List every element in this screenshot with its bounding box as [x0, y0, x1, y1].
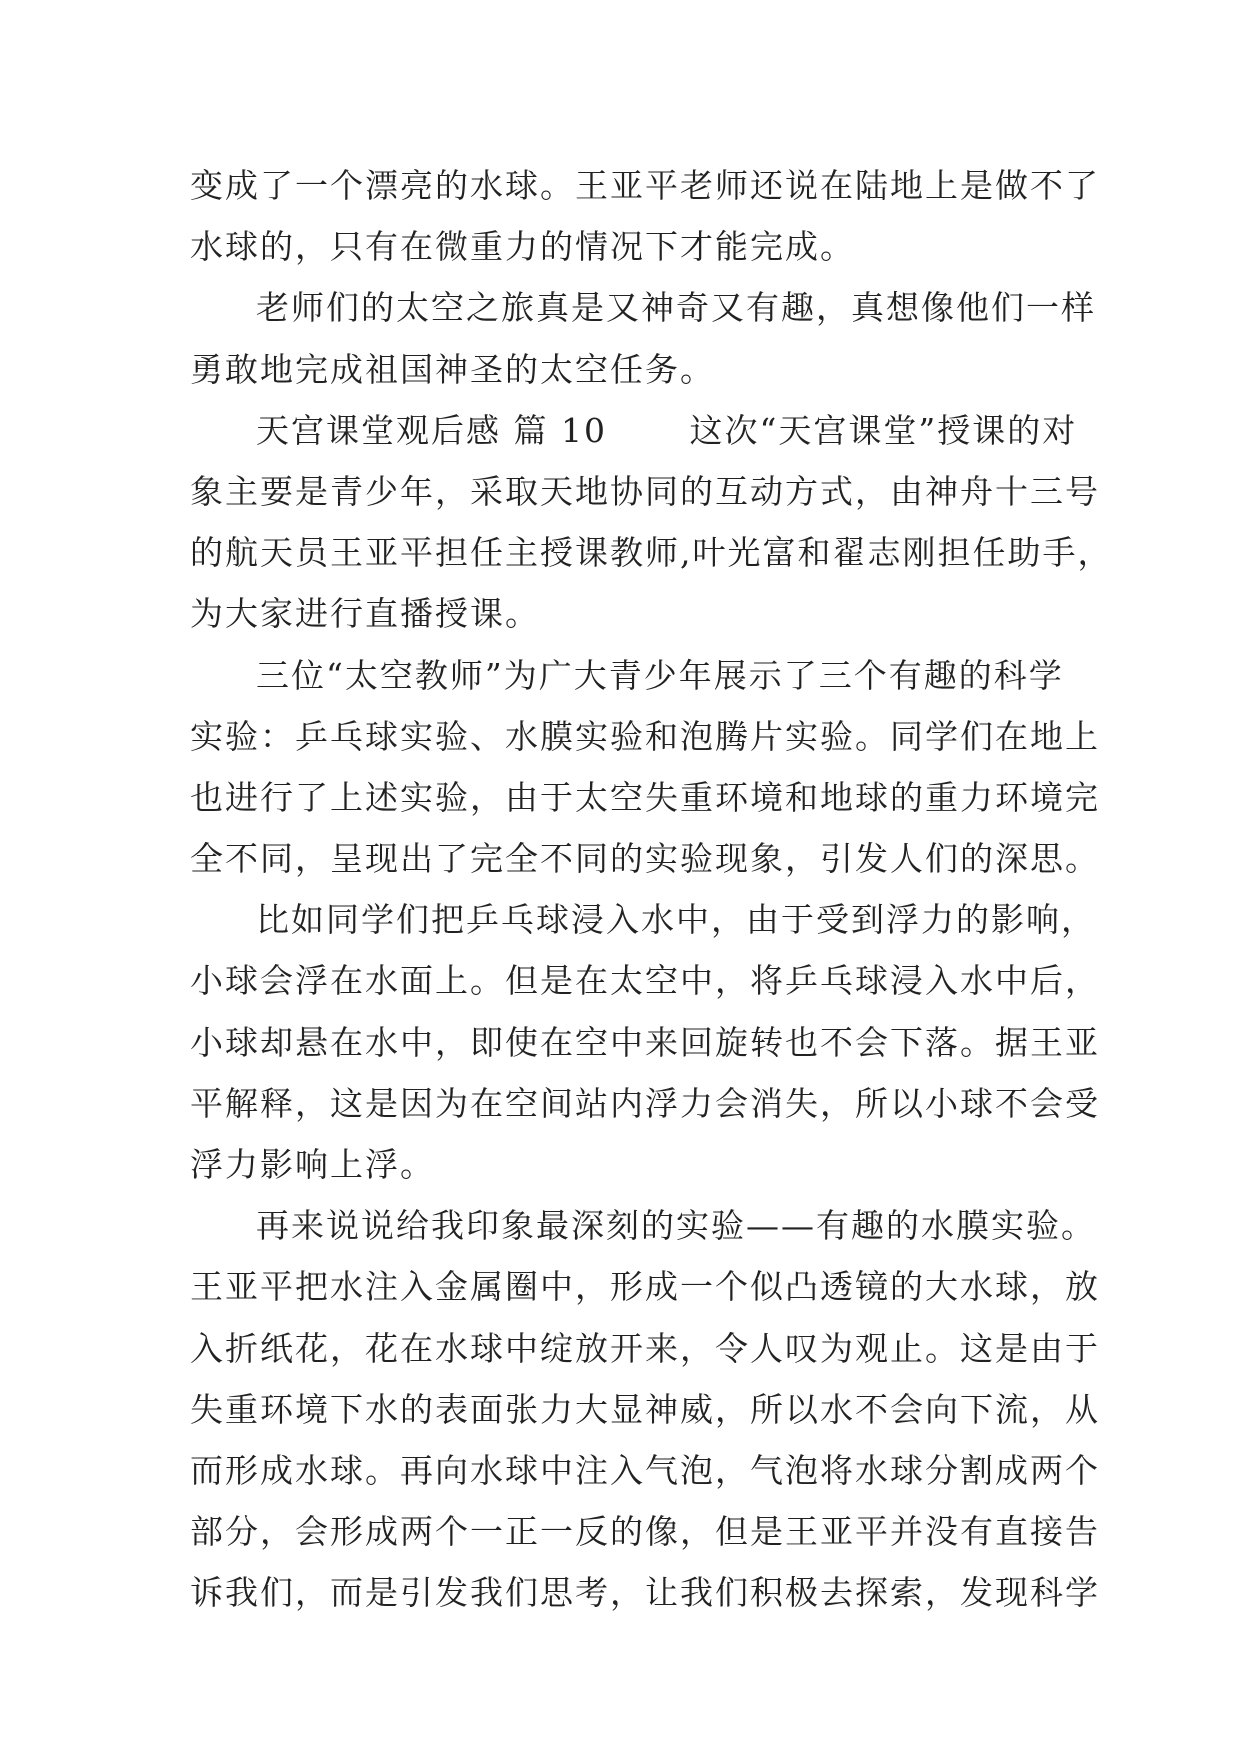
text-line: 勇敢地完成祖国神圣的太空任务。 [190, 349, 715, 389]
text-line: 变成了一个漂亮的水球。王亚平老师还说在陆地上是做不了 [190, 166, 1100, 205]
paragraph-start: 三位“太空教师”为广大青少年展示了三个有趣的科学 [256, 655, 1064, 695]
text-line: 为大家进行直播授课。 [190, 594, 540, 634]
text-line: 失重环境下水的表面张力大显神威，所以水不会向下流，从 [190, 1389, 1100, 1429]
text-line: 王亚平把水注入金属圈中，形成一个似凸透镜的大水球，放 [190, 1267, 1100, 1307]
section-heading-line [190, 400, 1078, 461]
document-body [190, 155, 1113, 1624]
paragraph-start: 比如同学们把乒乓球浸入水中，由于受到浮力的影响， [256, 900, 1096, 940]
text-line: 也进行了上述实验，由于太空失重环境和地球的重力环境完 [190, 777, 1100, 817]
section-number: 篇 10 [513, 410, 607, 450]
text-line: 水球的，只有在微重力的情况下才能完成。 [190, 227, 855, 267]
text-line: 而形成水球。再向水球中注入气泡，气泡将水球分割成两个 [190, 1450, 1100, 1490]
text-line: 浮力影响上浮。 [190, 1145, 435, 1184]
text-line: 的航天员王亚平担任主授课教师,叶光富和翟志刚担任助手， [190, 533, 1113, 573]
text-line: 小球会浮在水面上。但是在太空中，将乒乓球浸入水中后， [190, 961, 1100, 1001]
text-line: 实验：乒乓球实验、水膜实验和泡腾片实验。同学们在地上 [190, 716, 1100, 756]
text-line: 象主要是青少年，采取天地协同的互动方式，由神舟十三号 [190, 471, 1100, 511]
text-line: 诉我们，而是引发我们思考，让我们积极去探索，发现科学 [190, 1573, 1100, 1613]
paragraph-start: 老师们的太空之旅真是又神奇又有趣，真想像他们一样 [256, 288, 1096, 328]
text-line: 小球却悬在水中，即使在空中来回旋转也不会下落。据王亚 [190, 1022, 1100, 1062]
text-line: 平解释，这是因为在空间站内浮力会消失，所以小球不会受 [190, 1083, 1100, 1123]
text-line: 入折纸花，花在水球中绽放开来，令人叹为观止。这是由于 [190, 1328, 1100, 1368]
section-title: 天宫课堂观后感 [256, 410, 501, 450]
paragraph-start: 再来说说给我印象最深刻的实验——有趣的水膜实验。 [256, 1206, 1096, 1246]
text-line: 全不同，呈现出了完全不同的实验现象，引发人们的深思。 [190, 839, 1100, 879]
section-continuation: 这次“天宫课堂”授课的对 [689, 410, 1078, 450]
text-line: 部分，会形成两个一正一反的像，但是王亚平并没有直接告 [190, 1512, 1100, 1552]
